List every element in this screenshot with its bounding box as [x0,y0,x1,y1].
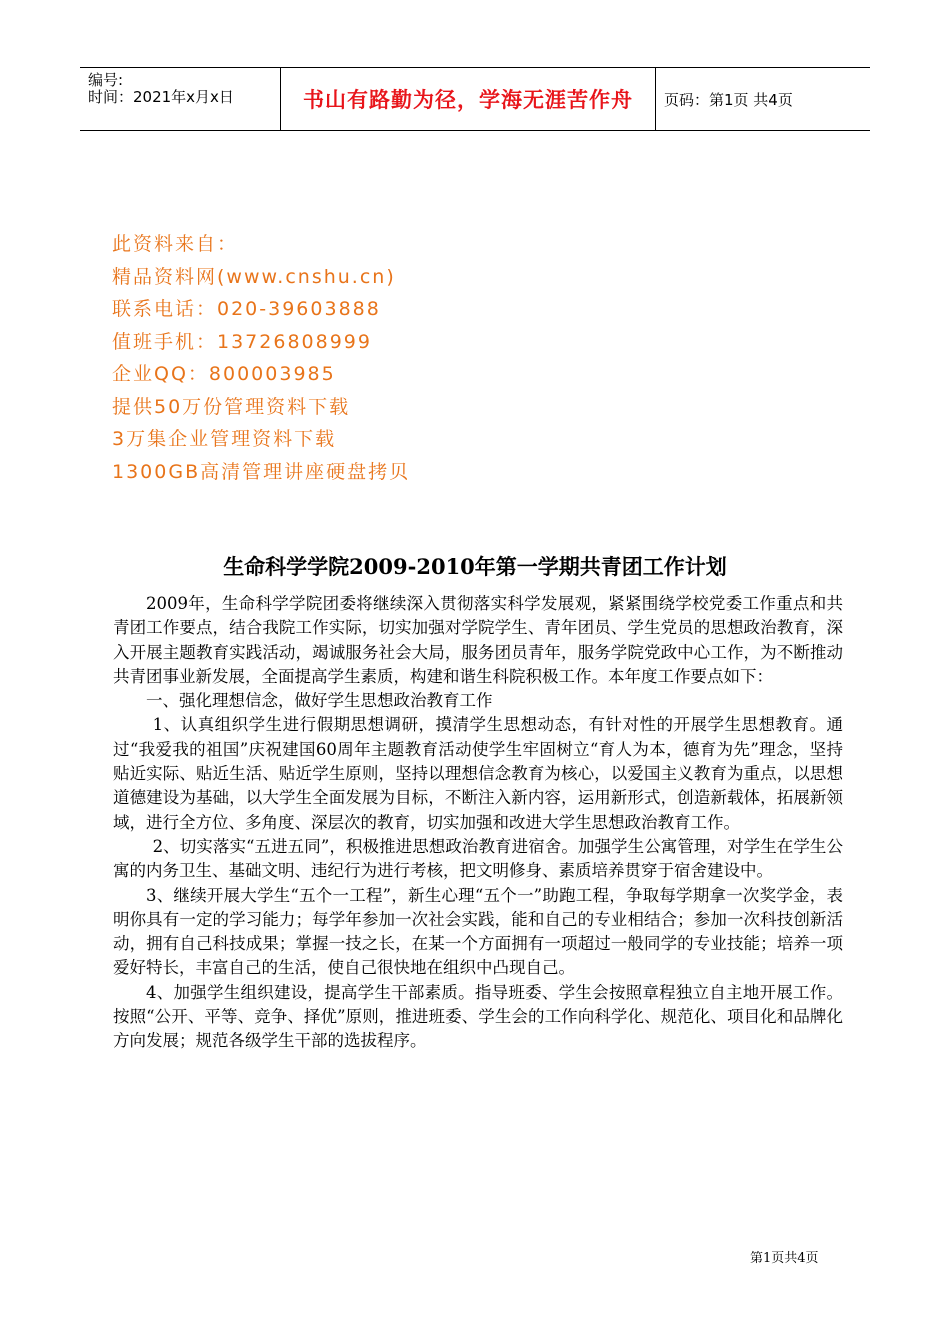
header-meta [80,68,280,130]
paragraph-item-2: 2、切实落实“五进五同”，积极推进思想政治教育进宿舍。加强学生公寓管理，对学生在学生公寓的内务卫生、基础文明、违纪行为进行考核，把文明修身、素质培养贯穿于宿舍建设中。 [113,836,843,881]
promo-line-lectures: 1300GB高清管理讲座硬盘拷贝 [112,460,411,483]
promo-line-downloads: 提供50万份管理资料下载 [112,395,351,418]
date-label: 时间：2021年x月x日 [88,88,234,106]
paragraph-item-1: 1、认真组织学生进行假期思想调研，摸清学生思想动态，有针对性的开展学生思想教育。通过“我爱我的祖国”庆祝建国60周年主题教育活动使学生牢固树立“育人为本，德育为先”理念，坚持贴近实际、贴近生活、贴近学生原则，坚持以理想信念教育为核心，以爱国主义教育为重点，以思想道德建设为基础，以大学生全面发展为目标，不断注入新内容，运用新形式，创造新载体，拓展新领域，进行全方位、多角度、深层次的教育，切实加强和改进大学生思想政治教育工作。 [113,715,843,832]
document-body [113,592,843,1054]
promo-line-enterprise: 3万集企业管理资料下载 [112,428,337,450]
page-footer: 第1页共4页 [750,1251,819,1266]
paragraph-item-4: 4、加强学生组织建设，提高学生干部素质。指导班委、学生会按照章程独立自主地开展工作。按照“公开、平等、竞争、择优”原则，推进班委、学生会的工作向科学化、规范化、项目化和品牌化方向发展；规范各级学生干部的选拔程序。 [113,982,843,1051]
page-code: 页码：第1页 共4页 [664,90,793,109]
motto-text: 书山有路勤为径，学海无涯苦作舟 [303,87,633,112]
promo-line-mobile: 值班手机：13726808999 [112,330,372,353]
paragraph-item-3: 3、继续开展大学生“五个一工程”，新生心理“五个一”助跑工程，争取每学期拿一次奖学金，表明你具有一定的学习能力；每学年参加一次社会实践，能和自己的专业相结合；参加一次科技创新活动，拥有自己科技成果；掌握一技之长，在某一个方面拥有一项超过一般同学的专业技能；培养一项爱好特长，丰富自己的生活，使自己很快地在组织中凸现自己。 [113,885,843,978]
document-header [80,67,870,131]
number-label: 编号: [88,71,124,89]
section-heading-1: 一、强化理想信念，做好学生思想政治教育工作 [146,691,493,711]
promo-line-phone: 联系电话：020-39603888 [112,298,381,320]
promo-line-source: 此资料来自： [112,233,239,255]
document-title: 生命科学学院2009-2010年第一学期共青团工作计划 [223,554,727,579]
promo-line-qq: 企业QQ：800003985 [112,363,336,385]
header-page-cell [656,68,870,130]
promo-line-website: 精品资料网(www.cnshu.cn) [112,265,396,288]
header-motto-cell [280,68,656,130]
paragraph-intro: 2009年，生命科学学院团委将继续深入贯彻落实科学发展观，紧紧围绕学校党委工作重点和共青团工作要点，结合我院工作实际，切实加强对学院学生、青年团员、学生党员的思想政治教育，深入开展主题教育实践活动，竭诚服务社会大局，服务团员青年，服务学院党政中心工作，为不断推动共青团事业新发展，全面提高学生素质，构建和谐生科院积极工作。本年度工作要点如下： [113,594,843,686]
promo-block [112,228,410,488]
